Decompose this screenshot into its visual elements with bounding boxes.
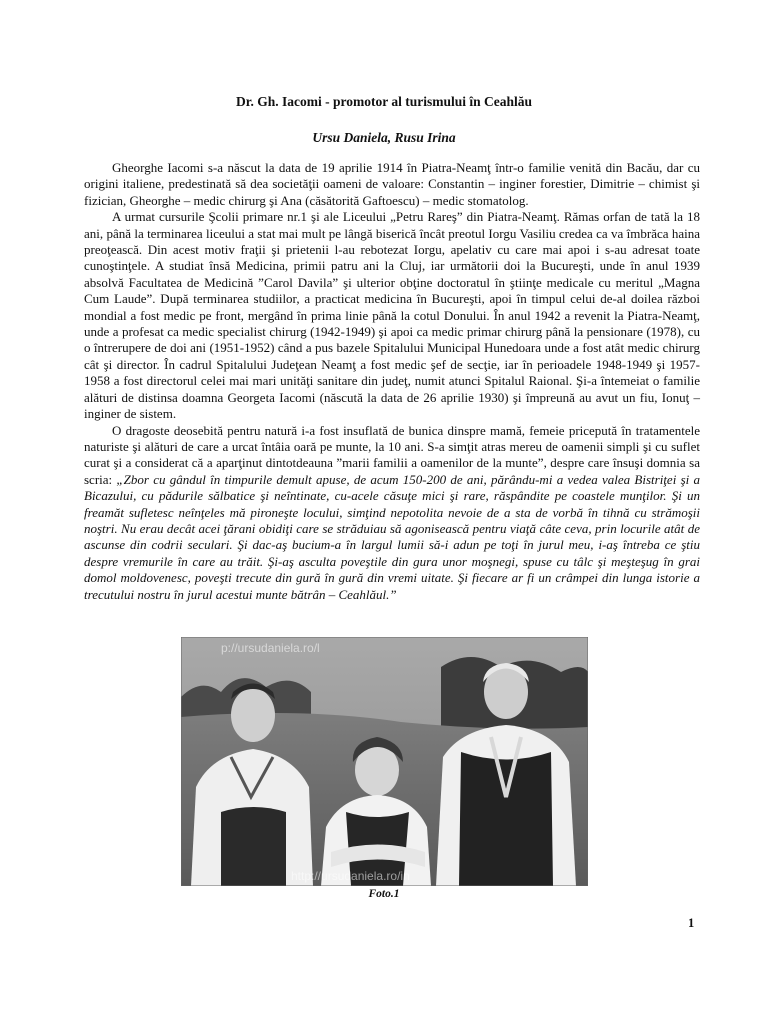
photo-three-people-in-folk-costume <box>181 637 588 886</box>
document-authors: Ursu Daniela, Rusu Irina <box>312 130 456 145</box>
document-body <box>84 160 700 603</box>
photo-watermark-top: p://ursudaniela.ro/l <box>221 641 320 655</box>
paragraph-3 <box>84 423 700 603</box>
page-number: 1 <box>688 916 695 930</box>
document-title: Dr. Gh. Iacomi - promotor al turismului în Ceahlău <box>235 94 533 109</box>
photo-illustration <box>181 637 588 886</box>
photo-watermark-bottom: http://ursudaniela.ro/in <box>291 869 410 883</box>
paragraph-3-text: O dragoste deosebită pentru natură i-a fost insuflată de bunica dinspre mamă, femeie pricepută în tratamentele naturiste şi alături de care a urcat întâia oară pe munte, la 10 ani. S-a simţit atras mereu de oamenii simpli şi cu suflet curat şi a considerat că a aparţinut dintotdeauna ”marii familii a oamenilor de la munte”, despre care însuşi domnia sa scria: <box>84 422 700 487</box>
photo-caption: Foto.1 <box>368 888 400 900</box>
paragraph-1: Gheorghe Iacomi s-a născut la data de 19 aprilie 1914 în Piatra-Neamţ într-o familie venită din Bacău, dar cu origini italiene, predestinată să dea societăţii oameni de valoare: Constantin – inginer forestier, Dimitrie – chimist şi fizician, Gheorghe – medic chirurg şi Ana (căsătorită Gaftoescu) – medic stomatolog. <box>84 160 700 208</box>
paragraph-3-quote: „Zbor cu gândul în timpurile demult apuse, de acum 150-200 de ani, părându-mi a vedea valea Bistriţei şi a Bicazului, cu pădurile sălbatice şi neîntinate, cu-acele căsuţe mici şi rare, răspândite pe coastele munţilor. Şi un freamăt sufletesc neînţeles mă pironeşte locului, simţind nepotolita nevoie de a sta de vorbă în tihnă cu strămoşii noştri. Nu erau decât acei ţărani obidiţi care se străduiau să agonisească pentru viaţă câte ceva, prin locurile atât de ascunse din codrii seculari. Şi dac-aş bucium-a în largul lumii să-i adun pe toţi în jurul meu, i-aş întreba ce ştiu despre vremurile în care au trăit. Şi-aş asculta poveştile din gura unor moşnegi, spuse cu tâlc şi meşteşug în grai domol moldovenesc, poveşti trecute din gură în gură din vremi uitate. Şi fiecare ar fi un crâmpei din lunga istorie a trecutului nostru în jurul acestui munte bătrân – Ceahlăul.” <box>84 471 701 602</box>
paragraph-2: A urmat cursurile Şcolii primare nr.1 şi ale Liceului „Petru Rareş” din Piatra-Neamţ. Rămas orfan de tată la 18 ani, până la terminarea liceului a stat mai mult pe lângă biserică încât preotul Iorgu Vasiliu credea ca va îmbrăca haina preoţească. Din acest motiv fraţii şi prietenii l-au rebotezat Iorgu, apelativ cu care mai apoi i s-au adresat toate cunoştinţele. A studiat însă Medicina, primii patru ani la Cluj, iar următorii doi la Bucureşti, unde în anul 1939 absolvă Facultatea de Medicină ”Carol Davila” şi ulterior obţine doctoratul în ştiinţe medicale cu meritul „Magna Cum Laude”. După terminarea studiilor, a practicat medicina în Bucureşti, apoi în timpul celui de-al doilea război mondial a fost medic pe front, mergând în prima linie până la cotul Donului. În anul 1942 a revenit la Piatra-Neamţ, unde a profesat ca medic specialist chirurg (1942-1949) şi apoi ca medic primar chirurg până la pensionare (1978), cu o întrerupere de doi ani (1951-1952) când a pus bazele Spitalului Municipal Hunedoara unde a fost atât medic chirurg cât şi director. În cadrul Spitalului Judeţean Neamţ a fost medic şef de secţie, iar în perioadele 1948-1949 şi 1957-1958 a fost directorul celei mai mari unităţi sanitare din judeţ, numit atunci Spitalul Raional. Şi-a întemeiat o familie alături de distinsa doamna Georgeta Iacomi (născută la data de 26 aprilie 1930) şi împreună au avut un fiu, Ionuţ – inginer de sistem. <box>84 209 700 422</box>
